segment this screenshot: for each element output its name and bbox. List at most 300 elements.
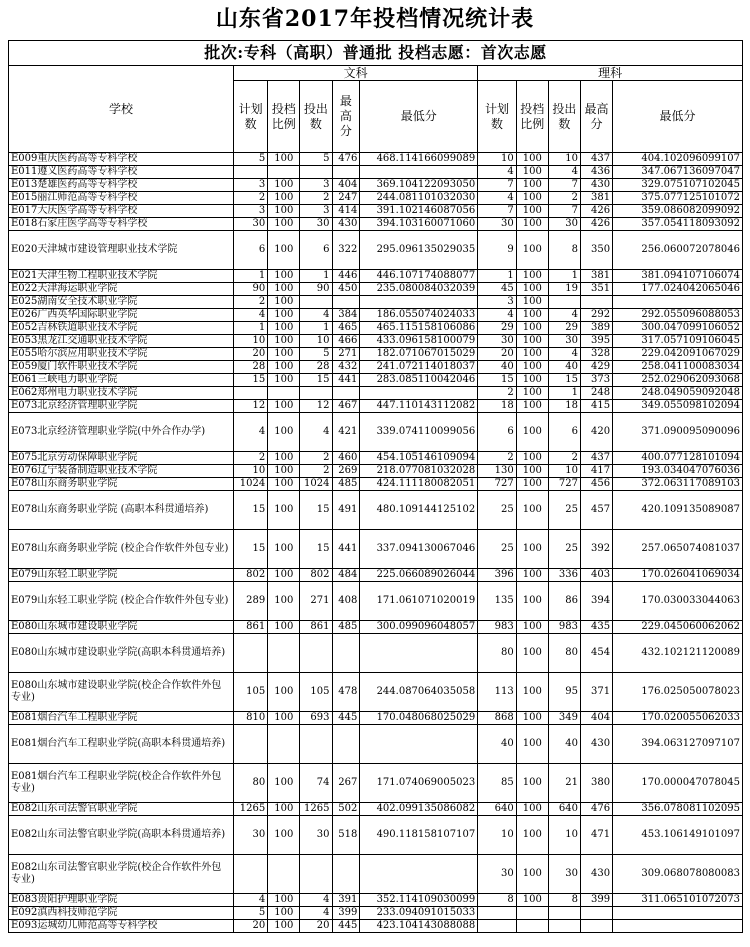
wenke-max-cell: 432 bbox=[332, 361, 360, 374]
like-out-cell: 6 bbox=[548, 413, 580, 452]
wenke-min-cell: 468.114166099089 bbox=[360, 153, 478, 166]
like-min-cell: 176.025050078023 bbox=[613, 673, 743, 712]
wenke-min-cell: 170.048068025029 bbox=[360, 712, 478, 725]
like-max-cell: 430 bbox=[581, 725, 613, 764]
like-min-cell: 394.063127097107 bbox=[613, 725, 743, 764]
like-ratio-cell: 100 bbox=[516, 855, 548, 894]
school-name-cell: E015丽江师范高等专科学校 bbox=[9, 192, 234, 205]
school-name-cell: E081烟台汽车工程职业学院(校企合作软件外包专业) bbox=[9, 764, 234, 803]
wenke-ratio-cell: 100 bbox=[268, 920, 300, 933]
wenke-max-cell: 446 bbox=[332, 270, 360, 283]
wenke-plan-cell: 3 bbox=[233, 205, 267, 218]
wenke-plan-cell: 20 bbox=[233, 348, 267, 361]
header-group-like: 理科 bbox=[478, 66, 743, 81]
like-ratio-cell: 100 bbox=[516, 361, 548, 374]
wenke-out-cell bbox=[300, 855, 332, 894]
batch-info: 批次:专科（高职）普通批 投档志愿：首次志愿 bbox=[9, 41, 743, 66]
like-max-cell: 404 bbox=[581, 712, 613, 725]
like-ratio-cell: 100 bbox=[516, 179, 548, 192]
school-name-cell: E081烟台汽车工程职业学院(高职本科贯通培养) bbox=[9, 725, 234, 764]
like-out-cell: 95 bbox=[548, 673, 580, 712]
wenke-max-cell: 445 bbox=[332, 920, 360, 933]
school-name-cell: E078山东商务职业学院 bbox=[9, 478, 234, 491]
school-name-cell: E082山东司法警官职业学院(校企合作软件外包专业) bbox=[9, 855, 234, 894]
wenke-ratio-cell bbox=[268, 166, 300, 179]
like-min-cell: 420.109135089087 bbox=[613, 491, 743, 530]
wenke-plan-cell bbox=[233, 634, 267, 673]
wenke-ratio-cell: 100 bbox=[268, 530, 300, 569]
like-min-cell: 381.094107106074 bbox=[613, 270, 743, 283]
table-row bbox=[9, 452, 743, 465]
like-plan-cell: 30 bbox=[478, 335, 517, 348]
wenke-max-cell: 485 bbox=[332, 478, 360, 491]
wenke-ratio-cell: 100 bbox=[268, 348, 300, 361]
wenke-max-cell: 247 bbox=[332, 192, 360, 205]
like-max-cell bbox=[581, 296, 613, 309]
wenke-min-cell: 244.081101032030 bbox=[360, 192, 478, 205]
school-name-cell: E013楚雄医药高等专科学校 bbox=[9, 179, 234, 192]
wenke-min-cell: 480.109144125102 bbox=[360, 491, 478, 530]
table-row bbox=[9, 348, 743, 361]
like-max-cell: 426 bbox=[581, 218, 613, 231]
like-out-cell: 40 bbox=[548, 725, 580, 764]
page-title: 山东省2017年投档情况统计表 bbox=[215, 6, 535, 32]
school-name-cell: E026广西英华国际职业学院 bbox=[9, 309, 234, 322]
wenke-ratio-cell: 100 bbox=[268, 907, 300, 920]
like-plan-cell: 80 bbox=[478, 634, 517, 673]
wenke-ratio-cell: 100 bbox=[268, 153, 300, 166]
wenke-out-cell: 30 bbox=[300, 816, 332, 855]
wenke-min-cell: 171.074069005023 bbox=[360, 764, 478, 803]
wenke-plan-cell: 3 bbox=[233, 179, 267, 192]
wenke-min-cell: 391.102146087056 bbox=[360, 205, 478, 218]
like-min-cell: 229.045060062062 bbox=[613, 621, 743, 634]
wenke-min-cell: 465.115158106086 bbox=[360, 322, 478, 335]
wenke-min-cell bbox=[360, 634, 478, 673]
table-row bbox=[9, 725, 743, 764]
like-out-cell: 4 bbox=[548, 309, 580, 322]
like-plan-cell: 130 bbox=[478, 465, 517, 478]
wenke-ratio-cell: 100 bbox=[268, 400, 300, 413]
school-name-cell: E055哈尔滨应用职业技术学院 bbox=[9, 348, 234, 361]
wenke-out-cell: 802 bbox=[300, 569, 332, 582]
like-out-cell: 86 bbox=[548, 582, 580, 621]
wenke-out-cell: 4 bbox=[300, 413, 332, 452]
wenke-out-cell: 10 bbox=[300, 335, 332, 348]
wenke-max-cell bbox=[332, 296, 360, 309]
like-plan-cell: 868 bbox=[478, 712, 517, 725]
like-out-cell: 30 bbox=[548, 855, 580, 894]
like-max-cell: 454 bbox=[581, 634, 613, 673]
school-name-cell: E081烟台汽车工程职业学院 bbox=[9, 712, 234, 725]
school-name-cell: E073北京经济管理职业学院 bbox=[9, 400, 234, 413]
wenke-max-cell: 485 bbox=[332, 621, 360, 634]
wenke-ratio-cell: 100 bbox=[268, 205, 300, 218]
like-out-cell: 2 bbox=[548, 192, 580, 205]
table-row bbox=[9, 582, 743, 621]
header-wenke-plan: 计划数 bbox=[233, 81, 267, 153]
wenke-min-cell: 186.055074024033 bbox=[360, 309, 478, 322]
wenke-plan-cell: 810 bbox=[233, 712, 267, 725]
wenke-ratio-cell bbox=[268, 725, 300, 764]
wenke-ratio-cell: 100 bbox=[268, 569, 300, 582]
like-max-cell: 471 bbox=[581, 816, 613, 855]
like-min-cell: 309.068078080083 bbox=[613, 855, 743, 894]
wenke-max-cell: 322 bbox=[332, 231, 360, 270]
like-max-cell: 457 bbox=[581, 491, 613, 530]
wenke-plan-cell bbox=[233, 166, 267, 179]
wenke-min-cell: 300.099096048057 bbox=[360, 621, 478, 634]
like-min-cell: 258.041100083034 bbox=[613, 361, 743, 374]
wenke-out-cell: 693 bbox=[300, 712, 332, 725]
wenke-out-cell: 20 bbox=[300, 920, 332, 933]
wenke-plan-cell: 1 bbox=[233, 270, 267, 283]
wenke-min-cell: 337.094130067046 bbox=[360, 530, 478, 569]
wenke-out-cell: 105 bbox=[300, 673, 332, 712]
like-plan-cell bbox=[478, 920, 517, 933]
like-max-cell: 417 bbox=[581, 465, 613, 478]
like-ratio-cell: 100 bbox=[516, 413, 548, 452]
like-plan-cell: 135 bbox=[478, 582, 517, 621]
like-max-cell: 248 bbox=[581, 387, 613, 400]
wenke-plan-cell: 30 bbox=[233, 816, 267, 855]
wenke-plan-cell: 20 bbox=[233, 920, 267, 933]
wenke-ratio-cell: 100 bbox=[268, 491, 300, 530]
table-row bbox=[9, 153, 743, 166]
header-wenke-min: 最低分 bbox=[360, 81, 478, 153]
wenke-out-cell: 2 bbox=[300, 192, 332, 205]
wenke-ratio-cell bbox=[268, 387, 300, 400]
like-out-cell: 1 bbox=[548, 387, 580, 400]
table-row bbox=[9, 673, 743, 712]
wenke-out-cell: 4 bbox=[300, 894, 332, 907]
like-min-cell: 356.078081102095 bbox=[613, 803, 743, 816]
school-name-cell: E022天津海运职业学院 bbox=[9, 283, 234, 296]
like-plan-cell: 113 bbox=[478, 673, 517, 712]
like-max-cell: 292 bbox=[581, 309, 613, 322]
wenke-min-cell bbox=[360, 296, 478, 309]
wenke-max-cell: 391 bbox=[332, 894, 360, 907]
like-out-cell: 7 bbox=[548, 205, 580, 218]
table-row bbox=[9, 179, 743, 192]
like-min-cell: 193.034047076036 bbox=[613, 465, 743, 478]
like-plan-cell: 4 bbox=[478, 166, 517, 179]
wenke-ratio-cell bbox=[268, 855, 300, 894]
like-ratio-cell: 100 bbox=[516, 166, 548, 179]
header-wenke-max: 最高分 bbox=[332, 81, 360, 153]
table-row bbox=[9, 309, 743, 322]
wenke-min-cell bbox=[360, 855, 478, 894]
wenke-min-cell: 171.061071020019 bbox=[360, 582, 478, 621]
like-ratio-cell: 100 bbox=[516, 725, 548, 764]
wenke-max-cell: 267 bbox=[332, 764, 360, 803]
table-row bbox=[9, 920, 743, 933]
wenke-plan-cell: 4 bbox=[233, 894, 267, 907]
like-max-cell: 426 bbox=[581, 205, 613, 218]
table-row bbox=[9, 270, 743, 283]
like-plan-cell: 8 bbox=[478, 894, 517, 907]
table-row bbox=[9, 465, 743, 478]
like-out-cell: 8 bbox=[548, 231, 580, 270]
wenke-max-cell: 467 bbox=[332, 400, 360, 413]
like-plan-cell: 4 bbox=[478, 192, 517, 205]
wenke-plan-cell: 28 bbox=[233, 361, 267, 374]
like-max-cell: 456 bbox=[581, 478, 613, 491]
wenke-plan-cell: 15 bbox=[233, 491, 267, 530]
like-ratio-cell bbox=[516, 907, 548, 920]
like-max-cell: 380 bbox=[581, 764, 613, 803]
like-ratio-cell: 100 bbox=[516, 270, 548, 283]
like-max-cell: 328 bbox=[581, 348, 613, 361]
wenke-out-cell: 2 bbox=[300, 465, 332, 478]
like-max-cell: 399 bbox=[581, 894, 613, 907]
table-row bbox=[9, 634, 743, 673]
school-name-cell: E079山东轻工职业学院 bbox=[9, 569, 234, 582]
wenke-out-cell: 12 bbox=[300, 400, 332, 413]
header-school: 学校 bbox=[9, 66, 234, 153]
wenke-min-cell: 454.105146109094 bbox=[360, 452, 478, 465]
like-max-cell: 395 bbox=[581, 335, 613, 348]
school-name-cell: E059厦门软件职业技术学院 bbox=[9, 361, 234, 374]
wenke-plan-cell: 861 bbox=[233, 621, 267, 634]
wenke-ratio-cell: 100 bbox=[268, 179, 300, 192]
wenke-ratio-cell: 100 bbox=[268, 582, 300, 621]
like-plan-cell: 25 bbox=[478, 530, 517, 569]
header-wenke-out: 投出数 bbox=[300, 81, 332, 153]
wenke-plan-cell: 10 bbox=[233, 465, 267, 478]
table-row bbox=[9, 335, 743, 348]
like-min-cell: 252.029062093068 bbox=[613, 374, 743, 387]
table-row bbox=[9, 361, 743, 374]
table-row bbox=[9, 192, 743, 205]
wenke-out-cell: 6 bbox=[300, 231, 332, 270]
school-name-cell: E078山东商务职业学院 (高职本科贯通培养) bbox=[9, 491, 234, 530]
like-out-cell: 30 bbox=[548, 218, 580, 231]
wenke-out-cell: 5 bbox=[300, 348, 332, 361]
school-name-cell: E082山东司法警官职业学院 bbox=[9, 803, 234, 816]
like-ratio-cell: 100 bbox=[516, 348, 548, 361]
wenke-out-cell bbox=[300, 725, 332, 764]
like-ratio-cell: 100 bbox=[516, 205, 548, 218]
like-plan-cell: 640 bbox=[478, 803, 517, 816]
like-out-cell: 2 bbox=[548, 452, 580, 465]
like-max-cell bbox=[581, 907, 613, 920]
like-min-cell: 256.060072078046 bbox=[613, 231, 743, 270]
like-out-cell: 21 bbox=[548, 764, 580, 803]
like-max-cell: 403 bbox=[581, 569, 613, 582]
like-out-cell: 349 bbox=[548, 712, 580, 725]
wenke-ratio-cell: 100 bbox=[268, 335, 300, 348]
school-name-cell: E078山东商务职业学院 (校企合作软件外包专业) bbox=[9, 530, 234, 569]
school-name-cell: E073北京经济管理职业学院(中外合作办学) bbox=[9, 413, 234, 452]
like-max-cell: 415 bbox=[581, 400, 613, 413]
wenke-ratio-cell: 100 bbox=[268, 621, 300, 634]
like-out-cell: 4 bbox=[548, 166, 580, 179]
like-min-cell: 170.030033044063 bbox=[613, 582, 743, 621]
wenke-ratio-cell: 100 bbox=[268, 270, 300, 283]
wenke-ratio-cell: 100 bbox=[268, 192, 300, 205]
wenke-max-cell: 502 bbox=[332, 803, 360, 816]
like-min-cell: 257.065074081037 bbox=[613, 530, 743, 569]
like-out-cell: 1 bbox=[548, 270, 580, 283]
admission-table bbox=[8, 40, 743, 933]
like-min-cell: 375.077125101072 bbox=[613, 192, 743, 205]
like-plan-cell: 40 bbox=[478, 725, 517, 764]
like-ratio-cell: 100 bbox=[516, 322, 548, 335]
like-max-cell: 436 bbox=[581, 166, 613, 179]
like-ratio-cell: 100 bbox=[516, 465, 548, 478]
wenke-plan-cell: 6 bbox=[233, 231, 267, 270]
wenke-plan-cell: 4 bbox=[233, 413, 267, 452]
like-ratio-cell: 100 bbox=[516, 569, 548, 582]
like-max-cell: 350 bbox=[581, 231, 613, 270]
wenke-max-cell: 384 bbox=[332, 309, 360, 322]
wenke-plan-cell: 1 bbox=[233, 322, 267, 335]
table-row bbox=[9, 894, 743, 907]
like-plan-cell: 2 bbox=[478, 387, 517, 400]
like-min-cell: 170.026041069034 bbox=[613, 569, 743, 582]
like-out-cell bbox=[548, 907, 580, 920]
like-min-cell: 317.057109106045 bbox=[613, 335, 743, 348]
like-min-cell: 347.067136097047 bbox=[613, 166, 743, 179]
wenke-plan-cell: 802 bbox=[233, 569, 267, 582]
wenke-min-cell: 233.094091015033 bbox=[360, 907, 478, 920]
like-ratio-cell: 100 bbox=[516, 712, 548, 725]
wenke-out-cell bbox=[300, 166, 332, 179]
wenke-plan-cell: 15 bbox=[233, 530, 267, 569]
wenke-ratio-cell: 100 bbox=[268, 712, 300, 725]
wenke-plan-cell: 289 bbox=[233, 582, 267, 621]
wenke-ratio-cell: 100 bbox=[268, 218, 300, 231]
like-max-cell: 435 bbox=[581, 621, 613, 634]
wenke-plan-cell: 105 bbox=[233, 673, 267, 712]
wenke-max-cell: 465 bbox=[332, 322, 360, 335]
like-max-cell: 437 bbox=[581, 153, 613, 166]
like-plan-cell bbox=[478, 907, 517, 920]
wenke-out-cell bbox=[300, 634, 332, 673]
like-ratio-cell: 100 bbox=[516, 153, 548, 166]
like-out-cell: 727 bbox=[548, 478, 580, 491]
table-row bbox=[9, 478, 743, 491]
like-ratio-cell: 100 bbox=[516, 218, 548, 231]
wenke-max-cell: 441 bbox=[332, 374, 360, 387]
wenke-max-cell: 408 bbox=[332, 582, 360, 621]
wenke-min-cell: 339.074110099056 bbox=[360, 413, 478, 452]
wenke-max-cell bbox=[332, 387, 360, 400]
school-name-cell: E052吉林铁道职业技术学院 bbox=[9, 322, 234, 335]
like-max-cell: 429 bbox=[581, 361, 613, 374]
wenke-min-cell: 218.077081032028 bbox=[360, 465, 478, 478]
wenke-max-cell: 414 bbox=[332, 205, 360, 218]
table-row bbox=[9, 296, 743, 309]
wenke-max-cell: 421 bbox=[332, 413, 360, 452]
wenke-plan-cell: 4 bbox=[233, 309, 267, 322]
like-min-cell: 170.020055062033 bbox=[613, 712, 743, 725]
like-max-cell: 371 bbox=[581, 673, 613, 712]
like-plan-cell: 15 bbox=[478, 374, 517, 387]
like-ratio-cell: 100 bbox=[516, 478, 548, 491]
wenke-ratio-cell: 100 bbox=[268, 361, 300, 374]
like-plan-cell: 727 bbox=[478, 478, 517, 491]
like-plan-cell: 10 bbox=[478, 816, 517, 855]
school-name-cell: E076辽宁装备制造职业技术学院 bbox=[9, 465, 234, 478]
like-plan-cell: 30 bbox=[478, 218, 517, 231]
table-row bbox=[9, 491, 743, 530]
like-ratio-cell: 100 bbox=[516, 283, 548, 296]
table-row bbox=[9, 205, 743, 218]
like-out-cell: 4 bbox=[548, 348, 580, 361]
table-row bbox=[9, 530, 743, 569]
table-row bbox=[9, 218, 743, 231]
school-name-cell: E075北京劳动保障职业学院 bbox=[9, 452, 234, 465]
wenke-out-cell bbox=[300, 387, 332, 400]
wenke-max-cell: 450 bbox=[332, 283, 360, 296]
like-max-cell bbox=[581, 920, 613, 933]
like-out-cell: 15 bbox=[548, 374, 580, 387]
wenke-ratio-cell: 100 bbox=[268, 322, 300, 335]
wenke-ratio-cell: 100 bbox=[268, 764, 300, 803]
school-name-cell: E020天津城市建设管理职业技术学院 bbox=[9, 231, 234, 270]
like-min-cell: 404.102096099107 bbox=[613, 153, 743, 166]
table-row bbox=[9, 712, 743, 725]
like-min-cell: 372.063117089103 bbox=[613, 478, 743, 491]
like-plan-cell: 3 bbox=[478, 296, 517, 309]
wenke-min-cell: 235.080084032039 bbox=[360, 283, 478, 296]
like-min-cell: 311.065101072073 bbox=[613, 894, 743, 907]
school-name-cell: E080山东城市建设职业学院(高职本科贯通培养) bbox=[9, 634, 234, 673]
like-ratio-cell: 100 bbox=[516, 374, 548, 387]
like-ratio-cell: 100 bbox=[516, 634, 548, 673]
like-out-cell: 18 bbox=[548, 400, 580, 413]
school-name-cell: E080山东城市建设职业学院 bbox=[9, 621, 234, 634]
like-ratio-cell: 100 bbox=[516, 582, 548, 621]
like-plan-cell: 6 bbox=[478, 413, 517, 452]
like-plan-cell: 10 bbox=[478, 153, 517, 166]
wenke-out-cell: 5 bbox=[300, 153, 332, 166]
wenke-ratio-cell: 100 bbox=[268, 478, 300, 491]
school-name-cell: E062郑州电力职业技术学院 bbox=[9, 387, 234, 400]
header-wenke-ratio: 投档比例 bbox=[268, 81, 300, 153]
like-min-cell bbox=[613, 907, 743, 920]
wenke-max-cell: 271 bbox=[332, 348, 360, 361]
wenke-out-cell: 28 bbox=[300, 361, 332, 374]
like-out-cell: 336 bbox=[548, 569, 580, 582]
table-row bbox=[9, 569, 743, 582]
wenke-plan-cell: 2 bbox=[233, 296, 267, 309]
like-out-cell: 29 bbox=[548, 322, 580, 335]
table-row bbox=[9, 400, 743, 413]
like-plan-cell: 7 bbox=[478, 205, 517, 218]
wenke-plan-cell bbox=[233, 855, 267, 894]
like-plan-cell: 25 bbox=[478, 491, 517, 530]
like-out-cell: 10 bbox=[548, 465, 580, 478]
header-like-ratio: 投档比例 bbox=[516, 81, 548, 153]
wenke-out-cell: 30 bbox=[300, 218, 332, 231]
like-out-cell: 25 bbox=[548, 530, 580, 569]
like-out-cell: 640 bbox=[548, 803, 580, 816]
wenke-out-cell: 3 bbox=[300, 205, 332, 218]
wenke-min-cell: 369.104122093050 bbox=[360, 179, 478, 192]
wenke-out-cell: 15 bbox=[300, 374, 332, 387]
like-plan-cell: 1 bbox=[478, 270, 517, 283]
like-max-cell: 420 bbox=[581, 413, 613, 452]
wenke-max-cell bbox=[332, 725, 360, 764]
wenke-max-cell: 399 bbox=[332, 907, 360, 920]
wenke-plan-cell bbox=[233, 387, 267, 400]
wenke-out-cell: 861 bbox=[300, 621, 332, 634]
wenke-max-cell: 430 bbox=[332, 218, 360, 231]
like-min-cell bbox=[613, 296, 743, 309]
